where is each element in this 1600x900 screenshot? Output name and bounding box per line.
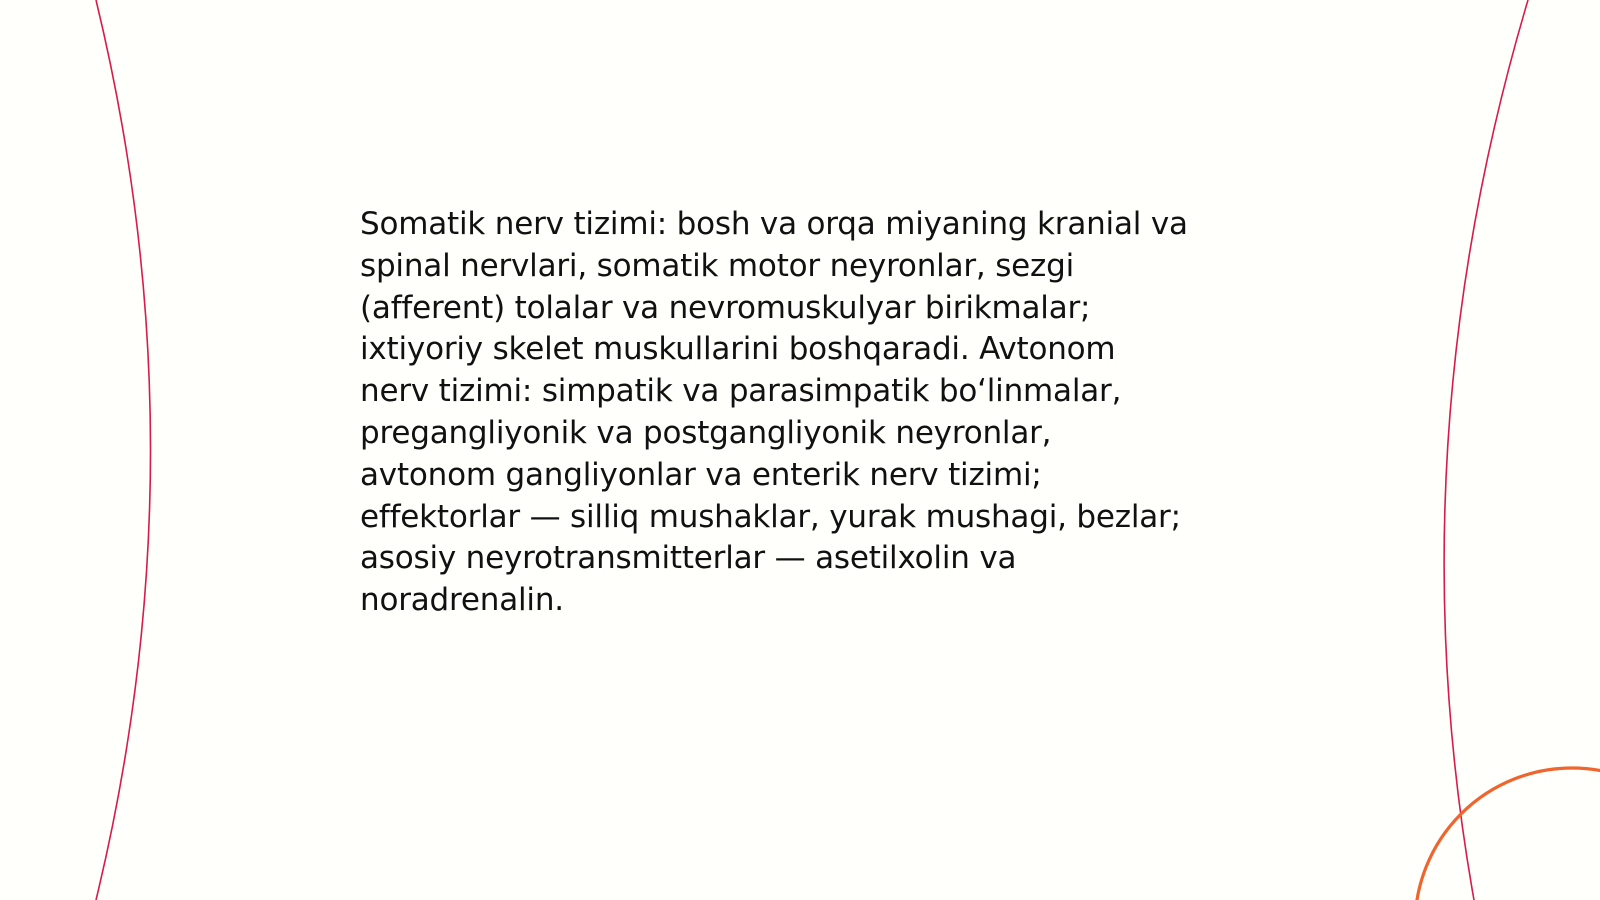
slide-body-text: Somatik nerv tizimi: bosh va orqa miyaning kranial va spinal nervlari, somatik motor neyronlar, sezgi (afferent) tolalar va nevromuskulyar birikmalar; ixtiyoriy skelet muskullarini boshqaradi. Avtonom nerv tizimi: simpatik va parasimpatik bo‘linmalar, pregangliyonik va postgangliyonik neyronlar, avtonom gangliyonlar va enterik nerv tizimi; effektorlar — silliq mushaklar, yurak mushagi, bezlar; asosiy neyrotransmitterlar — asetilxolin va noradrenalin. [360, 206, 1188, 619]
corner-circle-arc [1415, 768, 1600, 900]
right-arc-line [1444, 0, 1528, 900]
left-arc-line [96, 0, 151, 900]
